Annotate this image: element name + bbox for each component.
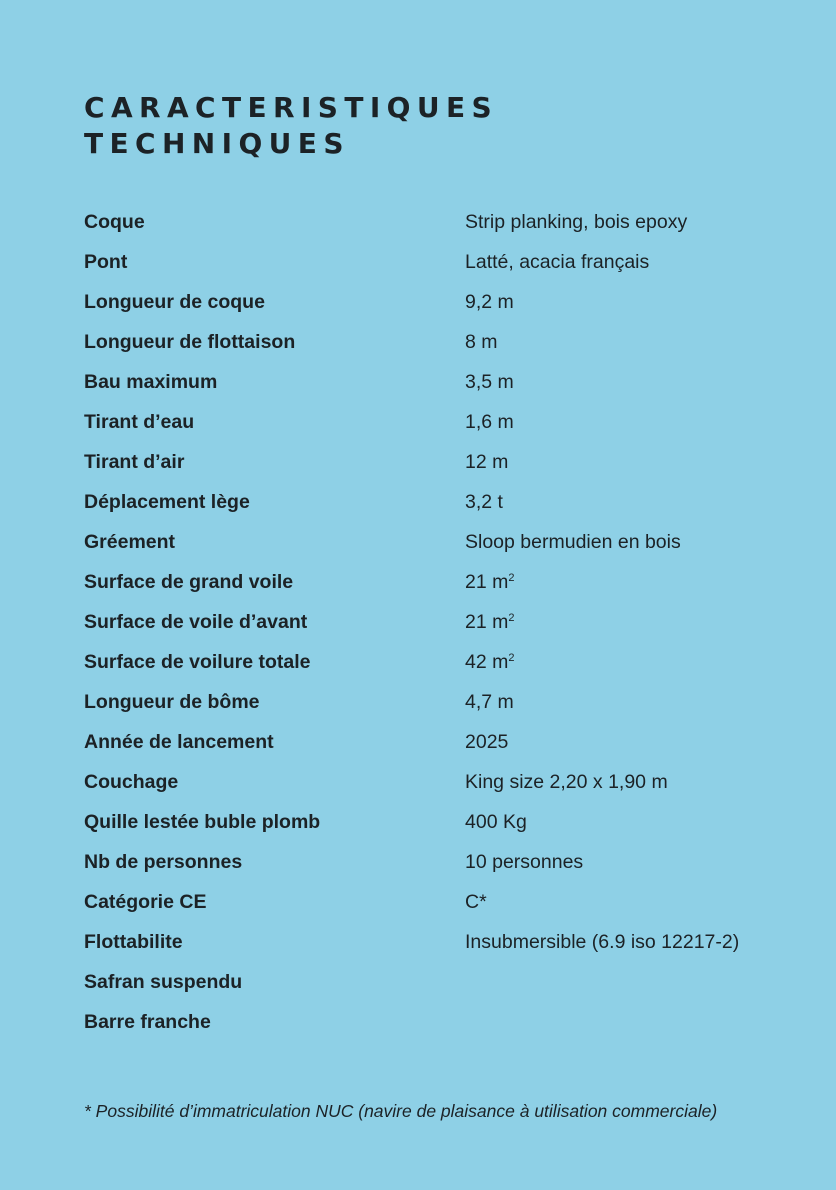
spec-row	[84, 682, 784, 722]
spec-value	[465, 522, 681, 562]
spec-value-text: 2025	[465, 731, 509, 753]
spec-row	[84, 282, 784, 322]
spec-value	[465, 762, 668, 802]
spec-label: Gréement	[84, 531, 176, 553]
spec-value-exponent: 2	[508, 612, 515, 624]
spec-row	[84, 762, 784, 802]
spec-value	[465, 922, 739, 962]
spec-row	[84, 522, 784, 562]
spec-label: Surface de grand voile	[84, 571, 294, 593]
spec-row	[84, 882, 784, 922]
spec-value	[465, 362, 514, 402]
spec-value-text: Sloop bermudien en bois	[465, 531, 681, 553]
spec-row	[84, 442, 784, 482]
spec-row	[84, 1002, 784, 1042]
spec-row	[84, 922, 784, 962]
spec-label: Longueur de flottaison	[84, 331, 296, 353]
spec-value-text: 21 m	[465, 611, 509, 633]
spec-value-text: 3,2 t	[465, 491, 503, 513]
spec-value	[465, 882, 487, 922]
page-title-line-2: TECHNIQUES	[84, 127, 350, 160]
spec-label: Couchage	[84, 771, 179, 793]
spec-value-text: King size 2,20 x 1,90 m	[465, 771, 668, 793]
spec-value	[465, 282, 514, 322]
spec-row	[84, 962, 784, 1002]
spec-label: Quille lestée buble plomb	[84, 811, 321, 833]
spec-value	[465, 562, 514, 602]
spec-row	[84, 642, 784, 682]
spec-value-text: 8 m	[465, 331, 498, 353]
spec-value-text: 9,2 m	[465, 291, 514, 313]
spec-row	[84, 802, 784, 842]
spec-row	[84, 842, 784, 882]
spec-label: Année de lancement	[84, 731, 274, 753]
spec-value-text: 4,7 m	[465, 691, 514, 713]
spec-label: Barre franche	[84, 1011, 211, 1033]
spec-value	[465, 322, 498, 362]
spec-row	[84, 562, 784, 602]
footnote: * Possibilité d’immatriculation NUC (navire de plaisance à utilisation commerciale)	[84, 1100, 718, 1121]
spec-value-text: Strip planking, bois epoxy	[465, 211, 688, 233]
spec-label: Catégorie CE	[84, 891, 207, 913]
spec-value-text: 42 m	[465, 651, 509, 673]
spec-value-text: 1,6 m	[465, 411, 514, 433]
spec-row	[84, 482, 784, 522]
spec-value-text: 12 m	[465, 451, 509, 473]
spec-row	[84, 242, 784, 282]
spec-value	[465, 802, 527, 842]
spec-row	[84, 202, 784, 242]
spec-value	[465, 402, 514, 442]
spec-row	[84, 362, 784, 402]
spec-label: Surface de voile d’avant	[84, 611, 308, 633]
spec-value-exponent: 2	[508, 652, 515, 664]
spec-label: Safran suspendu	[84, 971, 243, 993]
spec-row	[84, 602, 784, 642]
spec-value-text: 3,5 m	[465, 371, 514, 393]
spec-label: Longueur de bôme	[84, 691, 260, 713]
page-title	[84, 90, 498, 162]
spec-label: Coque	[84, 211, 145, 233]
spec-value	[465, 842, 583, 882]
spec-value-text: Latté, acacia français	[465, 251, 650, 273]
spec-label: Pont	[84, 251, 128, 273]
spec-row	[84, 322, 784, 362]
spec-value	[465, 202, 687, 242]
spec-value	[465, 482, 503, 522]
specifications-table	[84, 202, 784, 1042]
spec-value	[465, 602, 514, 642]
spec-value	[465, 722, 508, 762]
spec-value-text: 400 Kg	[465, 811, 527, 833]
spec-value	[465, 242, 649, 282]
spec-value-exponent: 2	[508, 572, 515, 584]
spec-label: Tirant d’air	[84, 451, 185, 473]
spec-label: Tirant d’eau	[84, 411, 195, 433]
spec-label: Bau maximum	[84, 371, 218, 393]
spec-value	[465, 442, 508, 482]
spec-value-text: Insubmersible (6.9 iso 12217-2)	[465, 931, 740, 953]
page-title-line-1: CARACTERISTIQUES	[84, 91, 499, 124]
spec-value-text: C*	[465, 891, 487, 913]
spec-value-text: 10 personnes	[465, 851, 584, 873]
spec-label: Surface de voilure totale	[84, 651, 311, 673]
spec-label: Flottabilite	[84, 931, 183, 953]
spec-value	[465, 682, 514, 722]
spec-label: Longueur de coque	[84, 291, 265, 313]
spec-label: Déplacement lège	[84, 491, 250, 513]
spec-label: Nb de personnes	[84, 851, 243, 873]
spec-row	[84, 722, 784, 762]
spec-row	[84, 402, 784, 442]
spec-value-text: 21 m	[465, 571, 509, 593]
spec-value	[465, 642, 514, 682]
